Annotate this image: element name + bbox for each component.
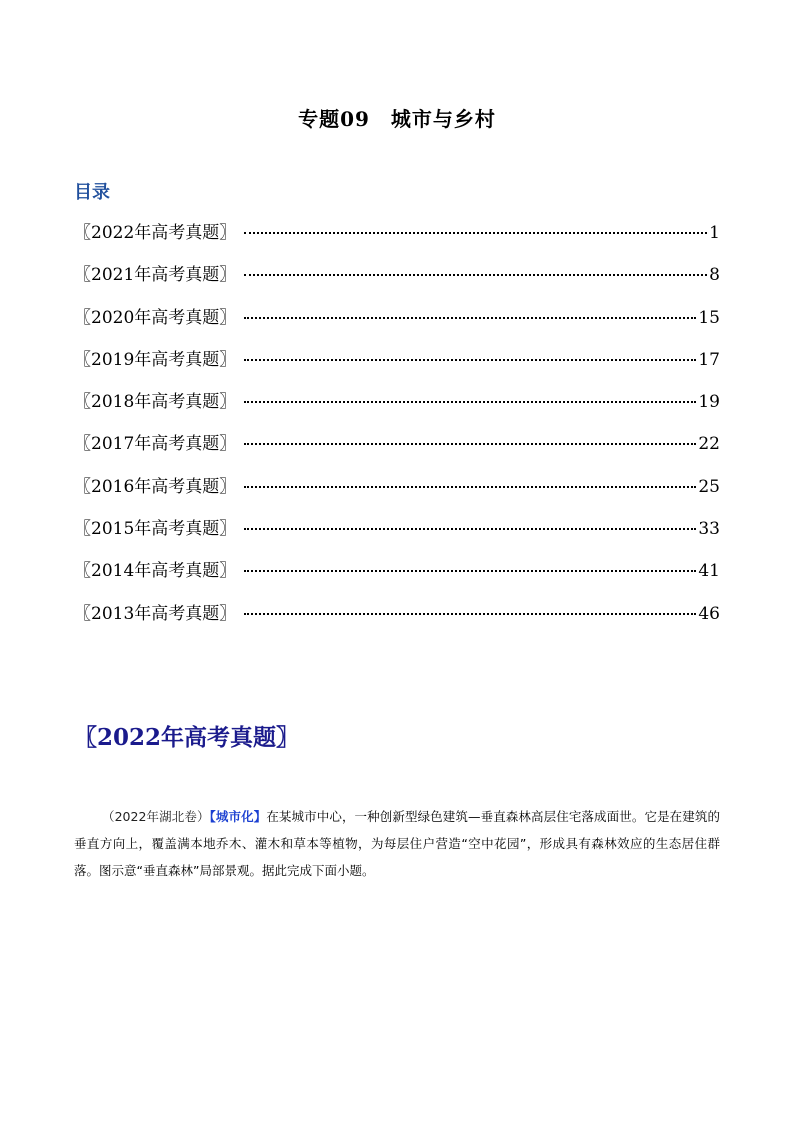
- toc-entry-label: 〖2015年高考真题〗: [74, 519, 237, 540]
- toc-entry-page: 25: [698, 476, 720, 497]
- toc-entry[interactable]: [74, 303, 720, 345]
- toc-entry[interactable]: [74, 556, 720, 598]
- toc-leader-dots: [244, 359, 696, 361]
- toc-entry-page: 22: [698, 434, 720, 455]
- toc-entry[interactable]: [74, 387, 720, 429]
- toc-entry-page: 8: [709, 265, 720, 286]
- toc-entry[interactable]: [74, 514, 720, 556]
- toc-heading: 目录: [74, 182, 110, 203]
- toc-entry[interactable]: [74, 472, 720, 514]
- toc-entry-label: 〖2019年高考真题〗: [74, 349, 237, 370]
- question-paragraph: [74, 803, 720, 884]
- toc-entry-label: 〖2016年高考真题〗: [74, 476, 237, 497]
- question-source: （2022年湖北卷）: [102, 808, 210, 824]
- toc-entry-page: 41: [698, 561, 720, 582]
- toc-entry-page: 15: [698, 307, 720, 328]
- page-title: 专题09 城市与乡村: [298, 107, 496, 131]
- toc-leader-dots: [244, 232, 707, 234]
- toc-entry-label: 〖2020年高考真题〗: [74, 307, 237, 328]
- toc-leader-dots: [244, 401, 696, 403]
- question-body: 在某城市中心，一种创新型绿色建筑—垂直森林高层住宅落成面世。它是在建筑的垂直方向上，覆盖满本地乔木、灌木和草本等植物，为每层住户营造“空中花园”，形成具有森林效应的生态居住群落。图示意“垂直森林”局部景观。据此完成下面小题。: [74, 808, 720, 878]
- topic-tag: 【城市化】: [209, 808, 267, 824]
- toc-entry-label: 〖2021年高考真题〗: [74, 265, 237, 286]
- toc-leader-dots: [244, 570, 696, 572]
- toc-entry-label: 〖2018年高考真题〗: [74, 392, 237, 413]
- toc-entry-page: 46: [698, 603, 720, 624]
- toc-entry-page: 33: [698, 519, 720, 540]
- toc-entry[interactable]: [74, 345, 720, 387]
- toc-entry-label: 〖2017年高考真题〗: [74, 434, 237, 455]
- toc-entry-label: 〖2022年高考真题〗: [74, 223, 237, 243]
- toc-leader-dots: [244, 317, 696, 319]
- toc-entry-page: 1: [709, 223, 720, 243]
- toc-entry[interactable]: [74, 429, 720, 471]
- toc-leader-dots: [244, 613, 696, 615]
- toc-entry-label: 〖2013年高考真题〗: [74, 603, 237, 624]
- toc-leader-dots: [244, 528, 696, 530]
- toc-entry-page: 17: [698, 349, 720, 370]
- toc-entry[interactable]: [74, 260, 720, 302]
- toc-entry[interactable]: [74, 599, 720, 641]
- toc-leader-dots: [244, 443, 696, 445]
- toc-leader-dots: [244, 486, 696, 488]
- toc-entry[interactable]: [74, 218, 720, 260]
- toc-entry-label: 〖2014年高考真题〗: [74, 561, 237, 582]
- toc-leader-dots: [244, 274, 707, 276]
- section-heading: 〖2022年高考真题〗: [74, 724, 300, 751]
- table-of-contents: [74, 218, 720, 641]
- toc-entry-page: 19: [698, 392, 720, 413]
